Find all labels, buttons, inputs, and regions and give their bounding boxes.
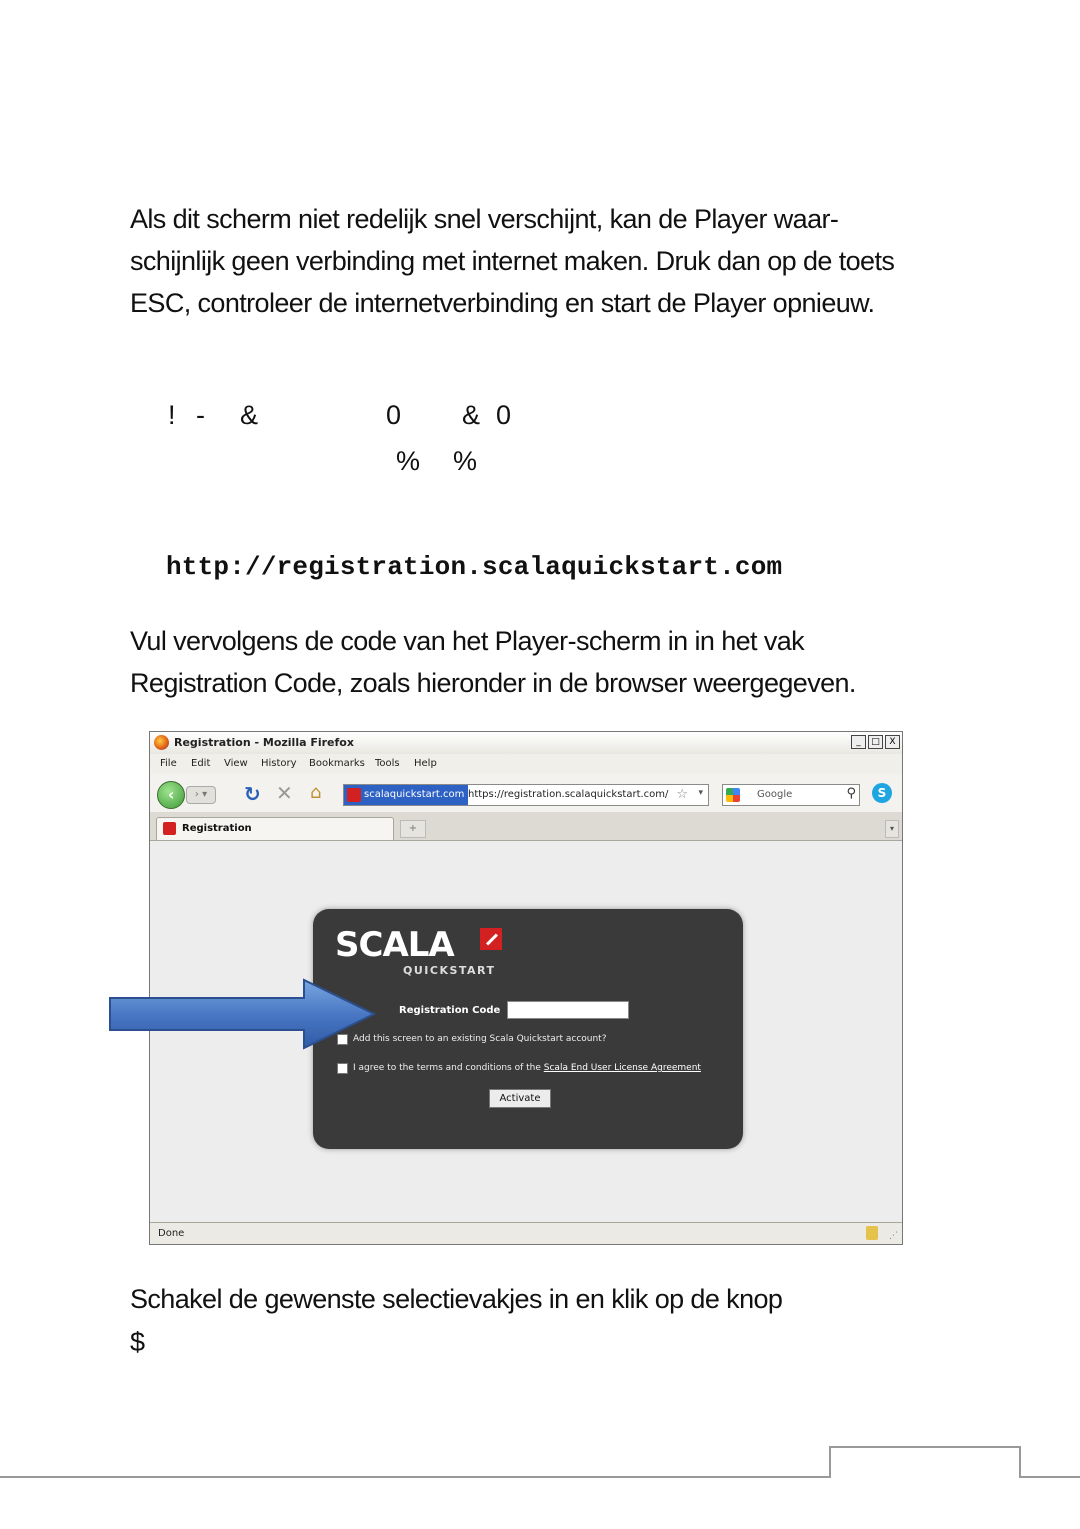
search-box[interactable] — [722, 784, 860, 806]
garbled-glyph: ! — [168, 400, 176, 430]
home-icon[interactable]: ⌂ — [310, 782, 322, 803]
garbled-glyph: & — [462, 400, 481, 430]
scala-logo: SCALA — [335, 925, 454, 965]
registration-code-label: Registration Code — [399, 1005, 501, 1016]
lock-icon — [866, 1226, 878, 1240]
registration-code-input[interactable] — [507, 1001, 629, 1019]
navigation-toolbar — [150, 774, 902, 813]
garbled-glyph: % — [453, 446, 478, 476]
instruction-paragraph: Vul vervolgens de code van het Player-scherm in in het vak Registration Code, zoals hieronder in de browser weergegeven. — [130, 626, 856, 698]
tab-bar — [150, 812, 902, 841]
garbled-glyph: - — [196, 400, 205, 430]
menu-history[interactable]: History — [261, 758, 297, 769]
tab-registration[interactable] — [156, 817, 394, 840]
garbled-glyph: $ — [130, 1327, 146, 1357]
firefox-logo-icon — [154, 735, 169, 750]
menu-edit[interactable]: Edit — [191, 758, 211, 769]
search-placeholder: Google — [757, 789, 793, 800]
garbled-glyph: 0 — [496, 400, 512, 430]
footer-rule — [0, 1476, 830, 1478]
eula-link[interactable]: Scala End User License Agreement — [543, 1063, 701, 1073]
closing-paragraph: Schakel de gewenste selectievakjes in en klik op de knop — [130, 1284, 783, 1314]
agree-terms-checkbox[interactable] — [337, 1063, 348, 1074]
page-number-box — [829, 1446, 1021, 1478]
registration-url: http://registration.scalaquickstart.com — [166, 552, 783, 582]
window-title: Registration - Mozilla Firefox — [174, 736, 354, 749]
maximize-button[interactable]: □ — [868, 735, 883, 749]
new-tab-icon[interactable]: + — [400, 820, 426, 838]
scala-favicon-icon — [347, 788, 361, 802]
scala-favicon-icon — [163, 822, 176, 835]
reload-icon[interactable]: ↻ — [244, 782, 261, 806]
status-text: Done — [158, 1228, 185, 1239]
status-bar — [150, 1222, 902, 1245]
garbled-glyph: 0 — [386, 400, 402, 430]
pointer-arrow-icon — [108, 978, 378, 1050]
activate-button[interactable]: Activate — [489, 1089, 551, 1108]
stop-icon[interactable]: ✕ — [276, 781, 293, 805]
magnifier-icon[interactable]: ⚲ — [846, 786, 856, 801]
back-arrow-icon[interactable]: ‹ — [157, 781, 185, 809]
menu-tools[interactable]: Tools — [375, 758, 400, 769]
forward-arrow-icon[interactable]: › ▾ — [186, 786, 216, 804]
tab-label: Registration — [182, 823, 252, 834]
resize-grip-icon[interactable]: ⋰ — [889, 1231, 898, 1241]
menu-view[interactable]: View — [224, 758, 248, 769]
address-bar[interactable] — [343, 784, 709, 806]
scala-mark-icon — [480, 928, 502, 950]
menu-bar — [150, 754, 902, 775]
menu-file[interactable]: File — [160, 758, 177, 769]
garbled-glyph: % — [396, 446, 421, 476]
address-text: https://registration.scalaquickstart.com/ — [468, 789, 669, 800]
menu-bookmarks[interactable]: Bookmarks — [309, 758, 365, 769]
existing-account-label: Add this screen to an existing Scala Quickstart account? — [353, 1034, 607, 1044]
agree-terms-label: I agree to the terms and conditions of the Scala End User License Agreement — [353, 1063, 701, 1073]
star-icon[interactable]: ☆ — [676, 787, 688, 802]
footer-rule — [1020, 1476, 1080, 1478]
chevron-down-icon[interactable]: ▾ — [698, 788, 703, 798]
quickstart-subtitle: QUICKSTART — [403, 964, 496, 977]
minimize-button[interactable]: _ — [851, 735, 866, 749]
skype-icon[interactable]: S — [872, 783, 892, 803]
site-identity-button[interactable]: scalaquickstart.com — [344, 785, 468, 805]
garbled-glyph: & — [240, 400, 259, 430]
tab-list-icon[interactable]: ▾ — [885, 820, 899, 838]
close-button[interactable]: X — [885, 735, 900, 749]
google-icon[interactable] — [726, 788, 740, 802]
title-bar — [150, 732, 902, 755]
intro-paragraph: Als dit scherm niet redelijk snel verschijnt, kan de Player waar-schijnlijk geen verbinding met internet maken. Druk dan op de toets ESC, controleer de internetverbinding en start de Player opnieuw. — [130, 204, 895, 318]
menu-help[interactable]: Help — [414, 758, 437, 769]
